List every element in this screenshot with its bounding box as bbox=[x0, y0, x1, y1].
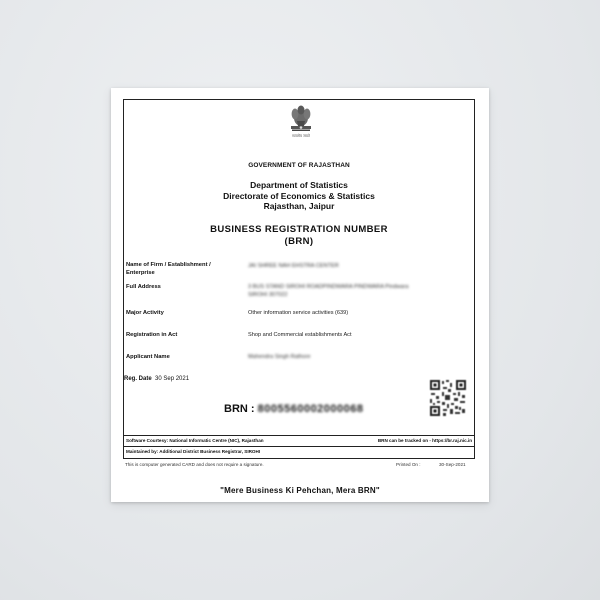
major-activity-label: Major Activity bbox=[126, 310, 164, 316]
registration-date-label: Reg. Date bbox=[124, 376, 152, 382]
emblem-caption: सत्यमेव जयते bbox=[292, 134, 310, 138]
printed-on-date: 30-Sep-2021 bbox=[439, 462, 466, 467]
certificate-border bbox=[123, 99, 475, 459]
certificate-title: BUSINESS REGISTRATION NUMBER bbox=[210, 224, 388, 235]
department-line-2: Directorate of Economics & Statistics bbox=[223, 190, 375, 201]
brn-certificate bbox=[111, 88, 489, 502]
certificate-subtitle: (BRN) bbox=[284, 236, 314, 247]
major-activity-value: Other information service activities (639) bbox=[248, 310, 349, 316]
registration-act-label: Registration in Act bbox=[126, 332, 178, 338]
department-line-1: Department of Statistics bbox=[250, 180, 348, 190]
firm-name-label: Name of Firm / Establishment / Enterprise bbox=[126, 262, 211, 276]
applicant-name-value: Mahendra Singh Rathore bbox=[248, 354, 311, 360]
qr-code-icon bbox=[429, 379, 467, 417]
brn-label: BRN : bbox=[224, 403, 255, 415]
maintained-by: Maintained by: Additional District Business Registrar, SIROHI bbox=[126, 449, 261, 454]
footer-divider-middle bbox=[124, 446, 474, 447]
brn-tracking-link[interactable]: BRN can be tracked on - https://br.raj.nic.in bbox=[377, 438, 472, 443]
registration-date bbox=[124, 376, 189, 382]
national-emblem-icon bbox=[288, 103, 314, 141]
brn-number-line bbox=[224, 403, 364, 415]
computer-generated-note: This is computer generated CARD and does not require a signature. bbox=[125, 462, 264, 467]
registration-act-value: Shop and Commercial establishments Act bbox=[248, 332, 352, 338]
address-value: 3 BUS STAND SIROHI ROADPINDWARA PINDWARA Pindwara SIROHI 307022 bbox=[248, 284, 409, 298]
department-line-3: Rajasthan, Jaipur bbox=[263, 201, 335, 211]
address-label: Full Address bbox=[126, 284, 161, 290]
brn-tagline: "Mere Business Ki Pehchan, Mera BRN" bbox=[220, 486, 380, 495]
firm-name-value: JAI SHREE NAH EHSTRA CENTER bbox=[248, 263, 339, 269]
applicant-name-label: Applicant Name bbox=[126, 354, 170, 360]
footer-divider-top bbox=[124, 435, 474, 436]
government-heading: GOVERNMENT OF RAJASTHAN bbox=[248, 162, 350, 169]
brn-value: 8005560002000068 bbox=[257, 403, 364, 415]
software-courtesy: Software Courtesy: National Informatic Centre (NIC), Rajasthan bbox=[126, 438, 264, 443]
printed-on-label: Printed On : bbox=[396, 462, 421, 467]
registration-date-value: 30 Sep 2021 bbox=[155, 376, 190, 382]
